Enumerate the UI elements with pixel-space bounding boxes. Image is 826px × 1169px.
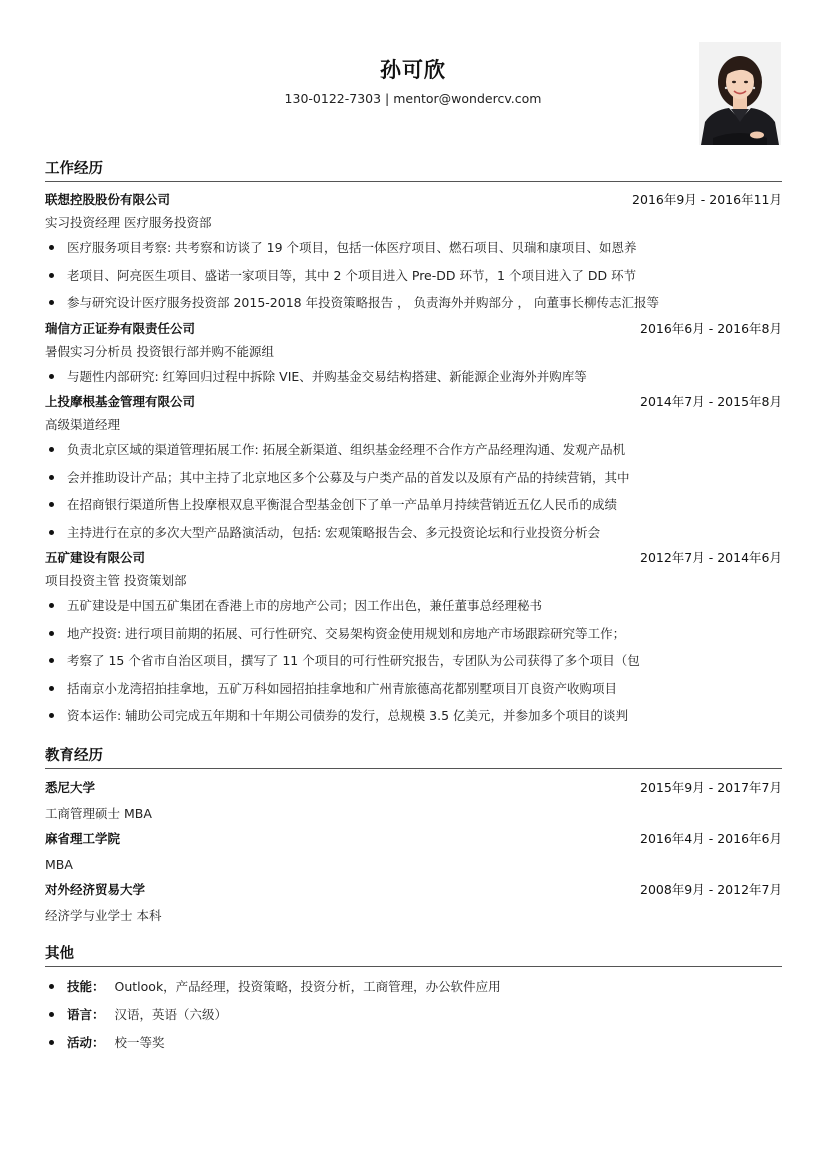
resume-body bbox=[45, 157, 782, 1065]
work-date: 2016年9月 - 2016年11月 bbox=[632, 192, 782, 207]
work-date: 2014年7月 - 2015年8月 bbox=[640, 394, 782, 409]
bullet-dot-icon bbox=[49, 475, 54, 480]
resume-header bbox=[0, 0, 826, 150]
contact-line: 130-0122-7303 | mentor@wondercv.com bbox=[284, 91, 542, 106]
degree: 工商管理硕士 MBA bbox=[45, 805, 152, 821]
candidate-name: 孙可欣 bbox=[380, 58, 446, 82]
list-item: 地产投资: 进行项目前期的拓展、可行性研究、交易架构资金使用规划和房地产市场跟踪研究等工作； bbox=[45, 620, 782, 648]
work-org: 联想控股股份有限公司 bbox=[45, 192, 171, 207]
work-org: 瑞信方正证券有限责任公司 bbox=[45, 320, 196, 336]
education-entry bbox=[45, 826, 782, 877]
list-item: 资本运作: 辅助公司完成五年期和十年期公司债券的发行，总规模 3.5 亿美元，并参加多个项目的谈判 bbox=[45, 702, 782, 730]
list-item: 参与研究设计医疗服务投资部 2015-2018 年投资策略报告 ， 负责海外并购部分 ， 向董事长柳传志汇报等 bbox=[45, 289, 782, 317]
list-item: 括南京小龙湾招拍挂拿地，五矿万科如园招拍挂拿地和广州青旅德高花都别墅项目丌良资产收购项目 bbox=[45, 675, 782, 703]
list-item: 考察了 15 个省市自治区项目，撰写了 11 个项目的可行性研究报告，专团队为公司获得了多个项目（包 bbox=[45, 647, 782, 675]
bullet-dot-icon bbox=[49, 631, 54, 636]
other-value: Outlook，产品经理，投资策略，投资分析，工商管理，办公软件应用 bbox=[114, 978, 501, 994]
work-bullets bbox=[45, 592, 782, 730]
other-key: 技能： bbox=[67, 978, 105, 994]
other-key: 语言： bbox=[67, 1006, 105, 1022]
bullet-dot-icon bbox=[49, 273, 54, 278]
list-item bbox=[45, 1001, 782, 1029]
list-item: 五矿建设是中国五矿集团在香港上市的房地产公司；因工作出色，兼任董事总经理秘书 bbox=[45, 592, 782, 620]
bullet-dot-icon bbox=[49, 603, 54, 608]
work-bullets bbox=[45, 234, 782, 317]
education-date: 2016年4月 - 2016年6月 bbox=[640, 830, 782, 846]
education-date: 2015年9月 - 2017年7月 bbox=[640, 779, 782, 795]
list-item: 老项目、阿亮医生项目、盛诺一家项目等，其中 2 个项目进入 Pre-DD 环节，1 个项目进入了 DD 环节 bbox=[45, 262, 782, 290]
work-role: 暑假实习分析员 投资银行部并购不能源组 bbox=[45, 343, 274, 359]
work-date: 2012年7月 - 2014年6月 bbox=[640, 550, 782, 565]
education-date: 2008年9月 - 2012年7月 bbox=[640, 881, 782, 897]
work-role: 高级渠道经理 bbox=[45, 417, 121, 432]
section-title-other: 其他 bbox=[45, 942, 782, 967]
bullet-dot-icon bbox=[49, 658, 54, 663]
bullet-dot-icon bbox=[49, 686, 54, 691]
work-role: 实习投资经理 医疗服务投资部 bbox=[45, 215, 212, 230]
bullet-dot-icon bbox=[49, 374, 54, 379]
list-item bbox=[45, 973, 782, 1001]
bullet-dot-icon bbox=[49, 300, 54, 305]
education-entry bbox=[45, 775, 782, 826]
school-name: 对外经济贸易大学 bbox=[45, 881, 146, 897]
other-section bbox=[45, 942, 782, 1057]
work-entry bbox=[45, 546, 782, 730]
bullet-dot-icon bbox=[49, 530, 54, 535]
work-org: 上投摩根基金管理有限公司 bbox=[45, 394, 196, 409]
section-title-work: 工作经历 bbox=[45, 157, 782, 182]
list-item: 会并推助设计产品；其中主持了北京地区多个公募及与户类产品的首发以及原有产品的持续营销，其中 bbox=[45, 464, 782, 492]
work-entry bbox=[45, 317, 782, 391]
list-item: 主持进行在京的多次大型产品路演活动，包括: 宏观策略报告会、多元投资论坛和行业投资分析会 bbox=[45, 519, 782, 547]
other-list bbox=[45, 973, 782, 1057]
list-item: 与题性内部研究: 红筹回归过程中拆除 VIE、并购基金交易结构搭建、新能源企业海外并购库等 bbox=[45, 363, 782, 391]
education-entry bbox=[45, 877, 782, 928]
work-entry bbox=[45, 390, 782, 546]
other-key: 活动： bbox=[67, 1034, 105, 1050]
list-item: 在招商银行渠道所售上投摩根双息平衡混合型基金创下了单一产品单月持续营销近五亿人民币的成绩 bbox=[45, 491, 782, 519]
work-bullets bbox=[45, 436, 782, 546]
list-item: 负责北京区域的渠道管理拓展工作: 拓展全新渠道、组织基金经理不合作方产品经理沟通、发观产品机 bbox=[45, 436, 782, 464]
other-value: 汉语，英语（六级） bbox=[114, 1006, 228, 1022]
work-role: 项目投资主管 投资策划部 bbox=[45, 573, 187, 588]
bullet-dot-icon bbox=[49, 1012, 54, 1017]
work-date: 2016年6月 - 2016年8月 bbox=[640, 320, 782, 336]
degree: MBA bbox=[45, 856, 73, 872]
list-item: 医疗服务项目考察: 共考察和访谈了 19 个项目，包括一体医疗项目、燃石项目、贝瑞和康项目、如恩养 bbox=[45, 234, 782, 262]
bullet-dot-icon bbox=[49, 1040, 54, 1045]
education-section bbox=[45, 744, 782, 928]
bullet-dot-icon bbox=[49, 502, 54, 507]
other-value: 校一等奖 bbox=[114, 1034, 165, 1050]
work-org: 五矿建设有限公司 bbox=[45, 550, 146, 565]
bullet-dot-icon bbox=[49, 984, 54, 989]
section-title-education: 教育经历 bbox=[45, 744, 782, 769]
bullet-dot-icon bbox=[49, 713, 54, 718]
list-item bbox=[45, 1029, 782, 1057]
work-section bbox=[45, 157, 782, 730]
school-name: 悉尼大学 bbox=[45, 779, 96, 795]
profile-photo bbox=[699, 42, 781, 145]
bullet-dot-icon bbox=[49, 447, 54, 452]
degree: 经济学与业学士 本科 bbox=[45, 907, 162, 923]
bullet-dot-icon bbox=[49, 245, 54, 250]
work-bullets bbox=[45, 363, 782, 391]
school-name: 麻省理工学院 bbox=[45, 830, 121, 846]
work-entry bbox=[45, 188, 782, 317]
